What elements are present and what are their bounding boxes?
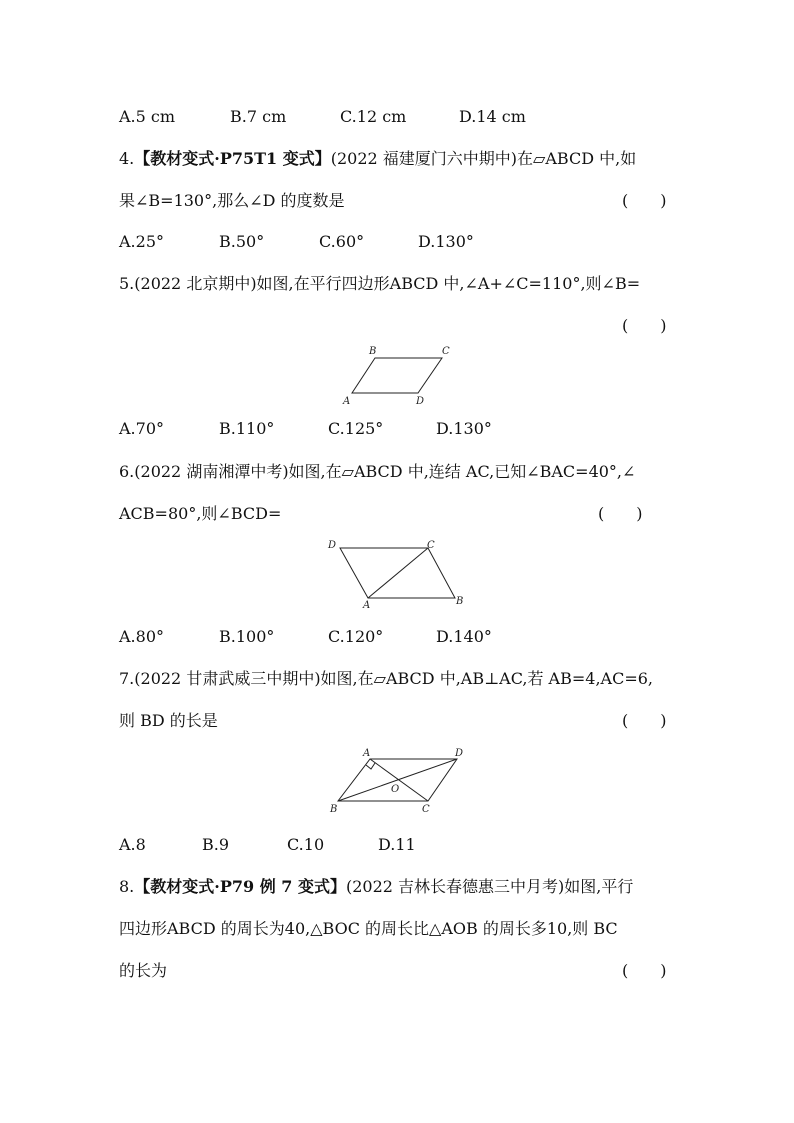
q3-option-c: C.12 cm (340, 107, 407, 126)
q4-number: 4. (119, 149, 135, 168)
q7-label-o: O (391, 784, 400, 795)
q8-line-3: 的长为 (119, 961, 168, 980)
q8-tag: 【教材变式·P79 例 7 变式】 (134, 877, 346, 896)
q4-answer-parentheses: ( ) (622, 191, 667, 210)
q6-parallelogram-figure (325, 537, 475, 612)
q5-line-1: 5.(2022 北京期中)如图,在平行四边形ABCD 中,∠A+∠C=110°,则∠B= (119, 274, 641, 293)
q7-option-b: B.9 (202, 835, 230, 854)
q6-label-d: D (328, 540, 337, 551)
q5-option-c: C.125° (328, 419, 384, 438)
q5-label-d: D (416, 396, 425, 407)
q6-label-a: A (363, 600, 371, 611)
q4-line-2: 果∠B=130°,那么∠D 的度数是 (119, 191, 345, 210)
q6-option-b: B.100° (219, 627, 275, 646)
q7-label-a: A (363, 748, 371, 759)
q4-tag: 【教材变式·P75T1 变式】 (134, 149, 331, 168)
q7-option-c: C.10 (287, 835, 325, 854)
q5-parallelogram-figure (340, 344, 450, 407)
q3-option-b: B.7 cm (230, 107, 287, 126)
q7-right-angle-mark (366, 763, 375, 769)
q6-label-b: B (456, 596, 464, 607)
q8-line-1 (119, 876, 633, 898)
q6-diagonal-ac (368, 548, 428, 598)
q8-answer-parentheses: ( ) (622, 961, 667, 980)
q8-line-2: 四边形ABCD 的周长为40,△BOC 的周长比△AOB 的周长多10,则 BC (119, 919, 618, 938)
q5-answer-parentheses: ( ) (622, 316, 667, 335)
q7-label-b: B (330, 804, 338, 815)
q7-line-1: 7.(2022 甘肃武威三中期中)如图,在▱ABCD 中,AB⊥AC,若 AB=4,AC=6, (119, 669, 654, 688)
q4-option-b: B.50° (219, 232, 265, 251)
q5-option-a: A.70° (119, 419, 164, 438)
q7-line-2: 则 BD 的长是 (119, 711, 218, 730)
q6-option-d: D.140° (436, 627, 492, 646)
q6-option-c: C.120° (328, 627, 384, 646)
q7-option-d: D.11 (378, 835, 416, 854)
q8-number: 8. (119, 877, 135, 896)
q6-option-a: A.80° (119, 627, 164, 646)
q4-option-d: D.130° (418, 232, 474, 251)
q5-option-d: D.130° (436, 419, 492, 438)
q5-label-c: C (442, 346, 450, 357)
q3-option-d: D.14 cm (459, 107, 526, 126)
q7-option-a: A.8 (119, 835, 146, 854)
q5-label-b: B (369, 346, 377, 357)
q4-line-1-text: (2022 福建厦门六中期中)在▱ABCD 中,如 (330, 149, 637, 168)
q3-option-a: A.5 cm (119, 107, 176, 126)
q7-parallelogram-figure (325, 744, 475, 819)
q7-label-c: C (422, 804, 430, 815)
q4-line-1 (119, 148, 636, 170)
q5-option-b: B.110° (219, 419, 275, 438)
q6-line-2: ACB=80°,则∠BCD= (119, 504, 282, 523)
q6-label-c: C (427, 540, 435, 551)
q7-label-d: D (455, 748, 464, 759)
q6-line-1: 6.(2022 湖南湘潭中考)如图,在▱ABCD 中,连结 AC,已知∠BAC=40°,∠ (119, 462, 636, 481)
q6-answer-parentheses: ( ) (598, 504, 643, 523)
q5-parallelogram (352, 358, 442, 393)
q5-label-a: A (343, 396, 351, 407)
q4-option-a: A.25° (119, 232, 164, 251)
q8-line-1-text: (2022 吉林长春德惠三中月考)如图,平行 (345, 877, 634, 896)
q7-answer-parentheses: ( ) (622, 711, 667, 730)
q4-option-c: C.60° (319, 232, 365, 251)
